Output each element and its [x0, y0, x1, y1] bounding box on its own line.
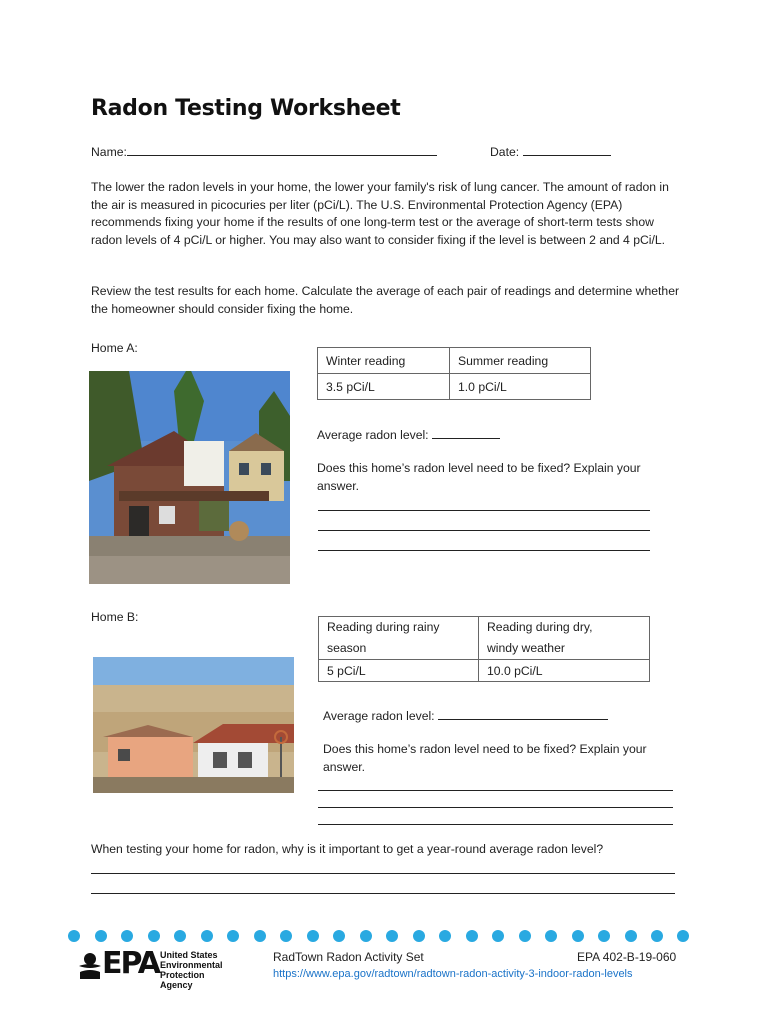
divider-dot: [333, 930, 345, 942]
home-b-col2-header-line2: windy weather: [487, 641, 565, 655]
home-a-average-label: Average radon level:: [317, 428, 429, 442]
divider-dot: [95, 930, 107, 942]
doc-number: EPA 402-B-19-060: [577, 950, 677, 964]
agency-line-3: Agency: [160, 980, 193, 990]
divider-dot: [307, 930, 319, 942]
home-b-col2-value: 10.0 pCi/L: [479, 660, 650, 682]
name-label: Name:: [91, 145, 127, 159]
divider-dot: [519, 930, 531, 942]
home-b-answer-line-2[interactable]: [318, 807, 673, 808]
divider-dot: [545, 930, 557, 942]
home-b-col2-header: [479, 617, 650, 660]
date-blank[interactable]: [523, 143, 611, 156]
home-b-readings-table: [318, 616, 650, 682]
epa-logo: [78, 946, 268, 990]
home-a-photo-illustration: [89, 371, 290, 584]
home-b-col2-header-line1: Reading during dry,: [487, 620, 593, 634]
divider-dot: [68, 930, 80, 942]
home-b-answer-line-1[interactable]: [318, 790, 673, 791]
home-b-photo-illustration: [93, 657, 294, 793]
footer-url-link[interactable]: https://www.epa.gov/radtown/radtown-radon-activity-3-indoor-radon-levels: [273, 968, 633, 980]
worksheet-title: Radon Testing Worksheet: [91, 96, 401, 121]
divider-dot: [201, 930, 213, 942]
final-answer-line-2[interactable]: [91, 893, 675, 894]
date-label: Date:: [490, 145, 520, 159]
instructions-paragraph: Review the test results for each home. Calculate the average of each pair of readings and determine whether the homeowner should consider fixing the home.: [91, 284, 680, 316]
divider-dot: [625, 930, 637, 942]
intro-paragraph: The lower the radon levels in your home, the lower your family's risk of lung cancer. The amount of radon in the air is measured in picocuries per liter (pCi/L). The U.S. Environmental Protection Agency (EPA) recommends fixing your home if the results of one long-term test or the average of short-term tests show radon levels of 4 pCi/L or higher. You may also want to consider fixing if the level is between 2 and 4 pCi/L.: [91, 180, 669, 247]
home-a-answer-line-2[interactable]: [318, 530, 650, 531]
name-field: [91, 143, 437, 162]
divider-dot: [121, 930, 133, 942]
home-b-photo: [93, 657, 294, 793]
final-question: When testing your home for radon, why is it important to get a year-round average radon level?: [91, 842, 604, 856]
activity-set-label: RadTown Radon Activity Set: [273, 950, 424, 964]
final-answer-line-1[interactable]: [91, 873, 675, 874]
date-field: [490, 143, 611, 162]
divider-dot: [386, 930, 398, 942]
home-b-label: Home B:: [91, 610, 139, 624]
divider-dot: [148, 930, 160, 942]
home-b-answer-line-3[interactable]: [318, 824, 673, 825]
home-a-question: Does this home’s radon level need to be fixed? Explain your answer.: [317, 461, 641, 493]
dot-divider: [68, 930, 688, 942]
divider-dot: [280, 930, 292, 942]
name-blank[interactable]: [127, 143, 437, 156]
home-b-average-blank[interactable]: [438, 707, 608, 720]
divider-dot: [360, 930, 372, 942]
home-a-label: Home A:: [91, 341, 138, 355]
home-a-average-blank[interactable]: [432, 426, 500, 439]
agency-line-1: United States: [160, 950, 218, 960]
divider-dot: [492, 930, 504, 942]
home-a-readings-table: [317, 347, 591, 400]
home-b-col1-value: 5 pCi/L: [319, 660, 479, 682]
home-a-col2-header: Summer reading: [450, 348, 591, 374]
home-b-col1-header: [319, 617, 479, 660]
home-b-average-label: Average radon level:: [323, 709, 435, 723]
home-a-col1-value: 3.5 pCi/L: [318, 374, 450, 400]
agency-name: [160, 950, 268, 990]
divider-dot: [439, 930, 451, 942]
home-a-answer-line-1[interactable]: [318, 510, 650, 511]
epa-flower-icon: [78, 952, 102, 980]
home-a-col1-header: Winter reading: [318, 348, 450, 374]
divider-dot: [174, 930, 186, 942]
divider-dot: [677, 930, 689, 942]
home-a-answer-line-3[interactable]: [318, 550, 650, 551]
home-b-col1-header-line1: Reading during rainy: [327, 620, 440, 634]
divider-dot: [651, 930, 663, 942]
divider-dot: [598, 930, 610, 942]
home-a-photo: [89, 371, 290, 584]
home-b-average-field: [323, 707, 608, 726]
divider-dot: [466, 930, 478, 942]
home-a-col2-value: 1.0 pCi/L: [450, 374, 591, 400]
epa-logo-text: EPA: [102, 946, 159, 981]
home-b-col1-header-line2: season: [327, 641, 367, 655]
divider-dot: [254, 930, 266, 942]
divider-dot: [227, 930, 239, 942]
divider-dot: [413, 930, 425, 942]
divider-dot: [572, 930, 584, 942]
home-b-question: Does this home’s radon level need to be fixed? Explain your answer.: [323, 742, 647, 774]
home-a-average-field: [317, 426, 500, 445]
agency-line-2: Environmental Protection: [160, 960, 223, 980]
